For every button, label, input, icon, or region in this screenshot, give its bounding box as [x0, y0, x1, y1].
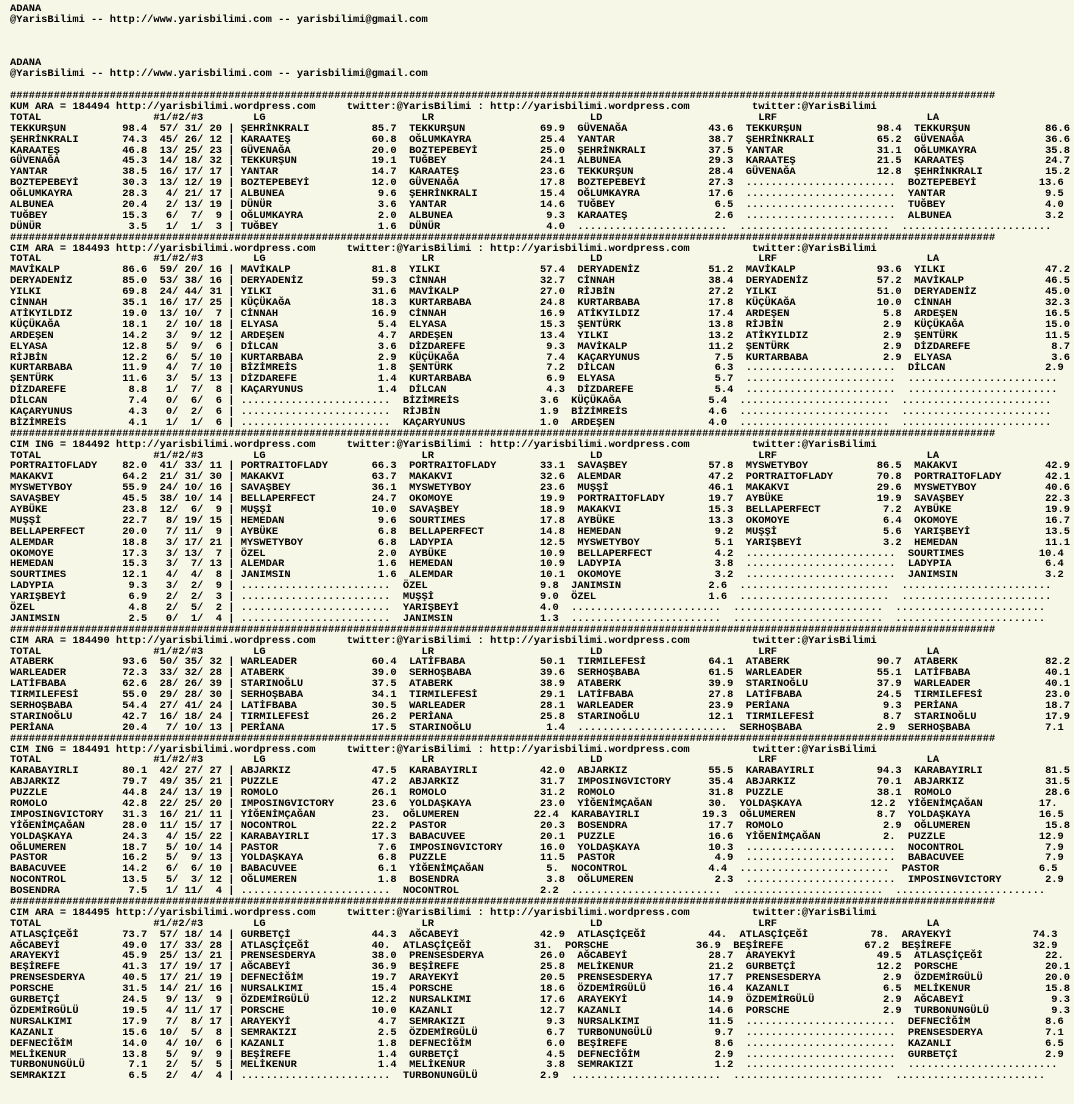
- result-row: STARINOĞLU 42.7 16/ 18/ 24 | TIRMILEFESİ 26.2 PERİANA 25.8 STARINOĞLU 12.1 TIRMILEFESİ 8.7 STARINOĞLU 17.9: [10, 710, 1071, 723]
- result-row: YARIŞBEYİ 6.9 2/ 2/ 3 | ........................ MUŞŞİ 9.0 ÖZEL 1.6 ........................ ........................: [10, 591, 1052, 604]
- result-row: TUĞBEY 15.3 6/ 7/ 9 | OĞLUMKAYRA 2.0 ALBUNEA 9.3 KARAATEŞ 2.6 ........................ ALBUNEA 3.2: [10, 209, 1064, 222]
- result-row: ABJARKIZ 79.7 49/ 35/ 21 | PUZZLE 47.2 ABJARKIZ 31.7 IMPOSINGVICTORY 35.4 ABJARKIZ 70.1 ABJARKIZ 31.5: [10, 776, 1071, 789]
- race-header-line: CIM ING = 184491 http://yarisbilimi.wordpress.com twitter:@YarisBilimi : http://yarisbilimi.wordpress.com twitter:@YarisBilimi: [10, 743, 877, 756]
- result-row: ROMOLO 42.8 22/ 25/ 20 | IMPOSINGVICTORY 23.6 YOLDAŞKAYA 23.0 YİĞENİMÇAĞAN 30. YOLDAŞKAYA 12.2 YİĞENİMÇAĞAN 17.: [10, 798, 1058, 811]
- race-header-line: KUM ARA = 184494 http://yarisbilimi.wordpress.com twitter:@YarisBilimi : http://yarisbilimi.wordpress.com twitter:@YarisBilimi: [10, 101, 877, 114]
- blank-line: [10, 26, 1074, 37]
- result-row: NOCONTROL 13.5 5/ 3/ 12 | OĞLUMEREN 1.8 BOSENDRA 3.8 OĞLUMEREN 2.3 ........................ IMPOSINGVICTORY 2.9: [10, 874, 1064, 887]
- result-row: DİZDAREFE 8.8 1/ 7/ 8 | KAÇARYUNUS 1.4 DİLCAN 4.3 DİZDAREFE 5.4 ........................ ........................: [10, 384, 1058, 397]
- result-row: ÖZDEMİRGÜLÜ 19.5 4/ 11/ 17 | PORSCHE 10.0 KAZANLI 12.7 KAZANLI 14.6 PORSCHE 2.9 TURBONUNGÜLÜ 9.3: [10, 1004, 1071, 1017]
- race-sections: [10, 91, 1074, 1082]
- column-header-line: TOTAL #1/#2/#3 LG LR LD LRF LA: [10, 253, 940, 266]
- result-row: MYSWETYBOY 55.9 24/ 10/ 16 | SAVAŞBEY 36.1 MYSWETYBOY 23.6 MUŞŞİ 46.1 MAKAKVI 29.6 MYSWETYBOY 40.6: [10, 482, 1071, 495]
- result-row: JANIMSIN 2.5 0/ 1/ 4 | ........................ JANIMSIN 1.3 ........................ ........................ ........................: [10, 612, 1046, 625]
- result-row: BOZTEPEBEYİ 30.3 13/ 12/ 19 | BOZTEPEBEYİ 12.0 GÜVENAĞA 17.8 BOZTEPEBEYİ 27.3 ........................ BOZTEPEBEYİ 13.6: [10, 177, 1064, 190]
- result-row: ATABERK 93.6 50/ 35/ 32 | WARLEADER 60.4 LATİFBABA 50.1 TIRMILEFESİ 64.1 ATABERK 90.7 ATABERK 82.2: [10, 656, 1071, 669]
- result-row: YOLDAŞKAYA 24.3 4/ 15/ 22 | KARABAYIRLI 17.3 BABACUVEE 20.1 PUZZLE 16.6 YİĞENİMÇAĞAN 2. PUZZLE 12.9: [10, 830, 1064, 843]
- city-title-repeat: ADANA: [10, 57, 42, 70]
- result-row: ŞEHRİNKRALI 74.3 45/ 26/ 12 | KARAATEŞ 60.8 OĞLUMKAYRA 25.4 YANTAR 38.7 ŞEHRİNKRALI 65.2 GÜVENAĞA 36.6: [10, 133, 1071, 146]
- result-row: NURSALKIMI 17.9 7/ 8/ 17 | ARAYEKYİ 4.7 SEMRAKIZI 9.3 NURSALKIMI 11.5 ........................ DEFNECİĞİM 8.6: [10, 1015, 1064, 1028]
- race-header-line: CIM ARA = 184493 http://yarisbilimi.wordpress.com twitter:@YarisBilimi : http://yarisbilimi.wordpress.com twitter:@YarisBilimi: [10, 242, 877, 255]
- race-header-line: CIM ARA = 184490 http://yarisbilimi.wordpress.com twitter:@YarisBilimi : http://yarisbilimi.wordpress.com twitter:@YarisBilimi: [10, 634, 877, 647]
- city-title: ADANA: [10, 3, 42, 15]
- section-separator: ##############################################################################################################################################################: [10, 896, 996, 909]
- result-row: BELLAPERFECT 20.0 7/ 11/ 9 | AYBÜKE 6.8 BELLAPERFECT 14.8 HEMEDAN 9.2 MUŞŞİ 5.6 YARIŞBEYİ 13.5: [10, 525, 1071, 538]
- result-row: KARAATEŞ 46.8 13/ 25/ 23 | GÜVENAĞA 20.0 BOZTEPEBEYİ 25.0 ŞEHRİNKRALI 37.5 YANTAR 31.1 OĞLUMKAYRA 35.8: [10, 144, 1071, 157]
- result-row: BİZİMREİS 4.1 1/ 1/ 6 | ........................ KAÇARYUNUS 1.0 ARDEŞEN 4.0 ........................ ........................: [10, 416, 1052, 429]
- result-row: LATİFBABA 62.6 28/ 26/ 39 | STARINOĞLU 37.5 ATABERK 38.9 ATABERK 39.9 STARINOĞLU 37.9 WARLEADER 40.1: [10, 678, 1071, 691]
- result-row: OĞLUMEREN 18.7 5/ 10/ 14 | PASTOR 7.6 IMPOSINGVICTORY 16.0 YOLDAŞKAYA 10.3 ........................ NOCONTROL 7.9: [10, 841, 1064, 854]
- contact-line: @YarisBilimi -- http://www.yarisbilimi.com -- yarisbilimi@gmail.com: [10, 13, 428, 26]
- result-row: ARAYEKYİ 45.9 25/ 13/ 21 | PRENSESDERYA 38.0 PRENSESDERYA 26.0 AĞCABEYİ 28.7 ARAYEKYİ 49.5 ATLASÇİÇEĞİ 22.: [10, 950, 1064, 963]
- result-row: AĞCABEYİ 49.0 17/ 33/ 28 | ATLASÇİÇEĞİ 40. ATLASÇİÇEĞİ 31. PORSCHE 36.9 BEŞİREFE 67.2 BEŞİREFE 32.9: [10, 939, 1058, 952]
- result-row: TEKKURŞUN 98.4 57/ 31/ 20 | ŞEHRİNKRALI 85.7 TEKKURŞUN 69.9 GÜVENAĞA 43.6 TEKKURŞUN 98.4 TEKKURŞUN 86.6: [10, 122, 1071, 135]
- result-row: ALEMDAR 18.8 3/ 17/ 21 | MYSWETYBOY 6.8 LADYPIA 12.5 MYSWETYBOY 5.1 YARIŞBEYİ 3.2 HEMEDAN 11.1: [10, 536, 1071, 549]
- result-row: ÖZEL 4.8 2/ 5/ 2 | ........................ YARIŞBEYİ 4.0 ........................ ........................ ........................: [10, 601, 1046, 614]
- section-separator: ##############################################################################################################################################################: [10, 231, 996, 244]
- result-row: ATİKYILDIZ 19.0 13/ 10/ 7 | CİNNAH 16.9 CİNNAH 16.9 ATİKYILDIZ 17.4 ARDEŞEN 5.8 ARDEŞEN 16.5: [10, 307, 1071, 320]
- result-row: MAVİKALP 86.6 59/ 20/ 16 | MAVİKALP 81.8 YILKI 57.4 DERYADENİZ 51.2 MAVİKALP 93.6 YILKI 47.2: [10, 264, 1071, 277]
- blank-line: [10, 37, 1074, 48]
- column-header-line: TOTAL #1/#2/#3 LG LR LD LRF LA: [10, 645, 940, 658]
- result-row: ŞENTÜRK 11.6 3/ 5/ 13 | DİZDAREFE 1.4 KURTARBABA 6.9 ELYASA 5.7 ........................ ........................: [10, 373, 1058, 386]
- result-row: ELYASA 12.8 5/ 9/ 6 | DİLCAN 3.6 DİZDAREFE 9.3 MAVİKALP 11.2 ŞENTÜRK 2.9 DİZDAREFE 8.7: [10, 340, 1071, 353]
- result-row: ALBUNEA 20.4 2/ 13/ 19 | DÜNÜR 3.6 YANTAR 14.6 TUĞBEY 6.5 ........................ TUĞBEY 4.0: [10, 199, 1064, 212]
- result-row: WARLEADER 72.3 33/ 32/ 28 | ATABERK 39.0 SERHOŞBABA 39.6 SERHOŞBABA 61.5 WARLEADER 55.1 LATİFBABA 40.1: [10, 667, 1071, 680]
- result-row: SAVAŞBEY 45.5 38/ 10/ 14 | BELLAPERFECT 24.7 OKOMOYE 19.9 PORTRAITOFLADY 19.7 AYBÜKE 19.9 SAVAŞBEY 22.3: [10, 493, 1071, 506]
- column-header-line: TOTAL #1/#2/#3 LG LR LD LRF LA: [10, 449, 940, 462]
- result-row: PERİANA 20.4 7/ 10/ 13 | PERİANA 17.5 STARINOĞLU 1.4 ........................ SERHOŞBABA 2.9 SERHOŞBABA 7.1: [10, 721, 1064, 734]
- contact-line-repeat: @YarisBilimi -- http://www.yarisbilimi.com -- yarisbilimi@gmail.com: [10, 68, 428, 81]
- section-separator: ##############################################################################################################################################################: [10, 623, 996, 636]
- result-row: SOURTIMES 12.1 4/ 4/ 8 | JANIMSIN 1.6 ALEMDAR 10.1 OKOMOYE 3.2 ........................ JANIMSIN 3.2: [10, 569, 1064, 582]
- result-row: TURBONUNGÜLÜ 7.1 2/ 5/ 5 | MELİKENUR 1.4 MELİKENUR 3.8 SEMRAKIZI 1.2 ........................ ........................: [10, 1059, 1058, 1072]
- race-header-line: CIM ING = 184492 http://yarisbilimi.wordpress.com twitter:@YarisBilimi : http://yarisbilimi.wordpress.com twitter:@YarisBilimi: [10, 438, 877, 451]
- result-row: LADYPIA 9.3 3/ 2/ 9 | ........................ ÖZEL 9.8 JANIMSIN 2.6 ........................ ........................: [10, 580, 1052, 593]
- result-row: AYBÜKE 23.8 12/ 6/ 9 | MUŞŞİ 10.0 SAVAŞBEY 18.9 MAKAKVI 15.3 BELLAPERFECT 7.2 AYBÜKE 19.9: [10, 503, 1071, 516]
- result-row: CİNNAH 35.1 16/ 17/ 25 | KÜÇÜKAĞA 18.3 KURTARBABA 24.8 KURTARBABA 17.8 KÜÇÜKAĞA 10.0 CİNNAH 32.3: [10, 297, 1071, 310]
- result-row: SEMRAKIZI 6.5 2/ 4/ 4 | ........................ TURBONUNGÜLÜ 2.9 ........................ ........................ ........................: [10, 1070, 1046, 1083]
- result-row: DÜNÜR 3.5 1/ 1/ 3 | TUĞBEY 1.6 DÜNÜR 4.0 ........................ ........................ ........................: [10, 220, 1052, 233]
- race-header-line: CIM ARA = 184495 http://yarisbilimi.wordpress.com twitter:@YarisBilimi : http://yarisbilimi.wordpress.com twitter:@YarisBilimi: [10, 906, 877, 919]
- result-row: MELİKENUR 13.8 5/ 9/ 9 | BEŞİREFE 1.4 GURBETÇİ 4.5 DEFNECİĞİM 2.9 ........................ GURBETÇİ 2.9: [10, 1048, 1064, 1061]
- result-row: KARABAYIRLI 80.1 42/ 27/ 27 | ABJARKIZ 47.5 KARABAYIRLI 42.0 ABJARKIZ 55.5 KARABAYIRLI 94.3 KARABAYIRLI 81.5: [10, 765, 1071, 778]
- result-row: YILKI 69.8 24/ 44/ 31 | YILKI 31.6 MAVİKALP 27.0 RİJBİN 27.2 YILKI 51.0 DERYADENİZ 45.0: [10, 286, 1071, 299]
- section-separator: ##############################################################################################################################################################: [10, 427, 996, 440]
- result-row: KAÇARYUNUS 4.3 0/ 2/ 6 | ........................ RİJBİN 1.9 BİZİMREİS 4.6 ........................ ........................: [10, 405, 1052, 418]
- result-row: IMPOSINGVICTORY 31.3 16/ 21/ 11 | YİĞENİMÇAĞAN 23. OĞLUMEREN 22.4 KARABAYIRLI 19.3 OĞLUMEREN 8.7 YOLDAŞKAYA 16.5: [10, 808, 1064, 821]
- result-row: MAKAKVI 64.2 21/ 31/ 30 | MAKAKVI 63.7 MAKAKVI 32.6 ALEMDAR 47.2 PORTRAITOFLADY 70.8 PORTRAITOFLADY 42.1: [10, 471, 1071, 484]
- result-row: GÜVENAĞA 45.3 14/ 18/ 32 | TEKKURŞUN 19.1 TUĞBEY 24.1 ALBUNEA 29.3 KARAATEŞ 21.5 KARAATEŞ 24.7: [10, 155, 1071, 168]
- result-row: YANTAR 38.5 16/ 17/ 17 | YANTAR 14.7 KARAATEŞ 23.6 TEKKURŞUN 28.4 GÜVENAĞA 12.8 ŞEHRİNKRALI 15.2: [10, 166, 1071, 179]
- result-row: DEFNECİĞİM 14.0 4/ 10/ 6 | KAZANLI 1.8 DEFNECİĞİM 6.0 BEŞİREFE 8.6 ........................ KAZANLI 6.5: [10, 1037, 1064, 1050]
- result-row: PORSCHE 31.5 14/ 21/ 16 | NURSALKIMI 15.4 PORSCHE 18.6 ÖZDEMİRGÜLÜ 16.4 KAZANLI 6.5 MELİKENUR 15.8: [10, 983, 1071, 996]
- result-row: PUZZLE 44.8 24/ 13/ 19 | ROMOLO 26.1 ROMOLO 31.2 ROMOLO 31.8 PUZZLE 38.1 ROMOLO 28.6: [10, 787, 1071, 800]
- result-row: RİJBİN 12.2 6/ 5/ 10 | KURTARBABA 2.9 KÜÇÜKAĞA 7.4 KAÇARYUNUS 7.5 KURTARBABA 2.9 ELYASA 3.6: [10, 351, 1071, 364]
- section-separator: ##############################################################################################################################################################: [10, 90, 996, 103]
- result-row: ARDEŞEN 14.2 3/ 9/ 12 | ARDEŞEN 4.7 ARDEŞEN 13.4 YILKI 13.2 ATİKYILDIZ 2.9 ŞENTÜRK 11.5: [10, 329, 1071, 342]
- result-row: BEŞİREFE 41.3 17/ 19/ 17 | AĞCABEYİ 36.9 BEŞİREFE 25.8 MELİKENUR 21.2 GURBETÇİ 12.2 PORSCHE 20.1: [10, 961, 1071, 974]
- column-header-line: TOTAL #1/#2/#3 LG LR LD LRF LA: [10, 917, 940, 930]
- result-row: PASTOR 16.2 5/ 9/ 13 | YOLDAŞKAYA 6.8 PUZZLE 11.5 PASTOR 4.9 ........................ BABACUVEE 7.9: [10, 852, 1064, 865]
- result-row: TIRMILEFESİ 55.0 29/ 28/ 30 | SERHOŞBABA 34.1 TIRMILEFESİ 29.1 LATİFBABA 27.8 LATİFBABA 24.5 TIRMILEFESİ 23.0: [10, 689, 1071, 702]
- result-row: BOSENDRA 7.5 1/ 11/ 4 | ........................ NOCONTROL 2.2 ........................ ........................ ........................: [10, 885, 1046, 898]
- result-row: KAZANLI 15.6 10/ 5/ 8 | SEMRAKIZI 2.5 ÖZDEMİRGÜLÜ 6.7 TURBONUNGÜLÜ 9.7 ........................ PRENSESDERYA 7.1: [10, 1026, 1064, 1039]
- result-row: SERHOŞBABA 54.4 27/ 41/ 24 | LATİFBABA 30.5 WARLEADER 28.1 WARLEADER 23.9 PERİANA 9.3 PERİANA 18.7: [10, 700, 1071, 712]
- result-row: MUŞŞİ 22.7 8/ 19/ 15 | HEMEDAN 9.6 SOURTIMES 17.8 AYBÜKE 13.3 OKOMOYE 6.4 OKOMOYE 16.7: [10, 514, 1071, 527]
- result-row: DERYADENİZ 85.0 53/ 38/ 16 | DERYADENİZ 59.3 CİNNAH 32.7 CİNNAH 38.4 DERYADENİZ 57.2 MAVİKALP 46.5: [10, 275, 1071, 288]
- result-row: PRENSESDERYA 40.5 17/ 21/ 19 | DEFNECİĞİM 19.7 ARAYEKYİ 20.5 PRENSESDERYA 17.7 PRENSESDERYA 2.9 ÖZDEMİRGÜLÜ 20.0: [10, 972, 1071, 985]
- blank-line: [10, 48, 1074, 59]
- result-row: GURBETÇİ 24.5 9/ 13/ 9 | ÖZDEMİRGÜLÜ 12.2 NURSALKIMI 17.6 ARAYEKYİ 14.9 ÖZDEMİRGÜLÜ 2.9 AĞCABEYİ 9.3: [10, 994, 1071, 1007]
- result-row: OĞLUMKAYRA 28.3 4/ 21/ 17 | ALBUNEA 9.6 ŞEHRİNKRALI 15.4 OĞLUMKAYRA 17.6 ........................ YANTAR 9.5: [10, 188, 1064, 201]
- result-row: ATLASÇİÇEĞİ 73.7 57/ 18/ 14 | GURBETÇİ 44.3 AĞCABEYİ 42.9 ATLASÇİÇEĞİ 44. ATLASÇİÇEĞİ 78. ARAYEKYİ 74.3: [10, 928, 1058, 941]
- result-row: HEMEDAN 15.3 3/ 7/ 13 | ALEMDAR 1.6 HEMEDAN 10.9 LADYPIA 3.8 ........................ LADYPIA 6.4: [10, 558, 1064, 571]
- result-row: OKOMOYE 17.3 3/ 13/ 7 | ÖZEL 2.0 AYBÜKE 10.9 BELLAPERFECT 4.2 ........................ SOURTIMES 10.4: [10, 547, 1064, 560]
- result-row: KÜÇÜKAĞA 18.1 2/ 10/ 18 | ELYASA 5.4 ELYASA 15.3 ŞENTÜRK 13.8 RİJBİN 2.9 KÜÇÜKAĞA 15.0: [10, 318, 1071, 331]
- result-row: BABACUVEE 14.2 6/ 6/ 10 | BABACUVEE 6.1 YİĞENİMÇAĞAN 5. NOCONTROL 4.4 ........................ PASTOR 6.5: [10, 863, 1058, 876]
- result-row: PORTRAITOFLADY 82.0 41/ 33/ 11 | PORTRAITOFLADY 66.3 PORTRAITOFLADY 33.1 SAVAŞBEY 57.8 MYSWETYBOY 86.5 MAKAKVI 42.9: [10, 460, 1071, 473]
- result-row: KURTARBABA 11.9 4/ 7/ 10 | BİZİMREİS 1.8 ŞENTÜRK 7.2 DİLCAN 6.3 ........................ DİLCAN 2.9: [10, 362, 1064, 375]
- section-separator: ##############################################################################################################################################################: [10, 732, 996, 745]
- result-row: DİLCAN 7.4 0/ 6/ 6 | ........................ BİZİMREİS 3.6 KÜÇÜKAĞA 5.4 ........................ ........................: [10, 395, 1052, 408]
- column-header-line: TOTAL #1/#2/#3 LG LR LD LRF LA: [10, 111, 940, 124]
- result-row: YİĞENİMÇAĞAN 28.0 11/ 15/ 17 | NOCONTROL 22.2 PASTOR 20.3 BOSENDRA 17.7 ROMOLO 2.9 OĞLUMEREN 15.8: [10, 819, 1071, 832]
- column-header-line: TOTAL #1/#2/#3 LG LR LD LRF LA: [10, 754, 940, 767]
